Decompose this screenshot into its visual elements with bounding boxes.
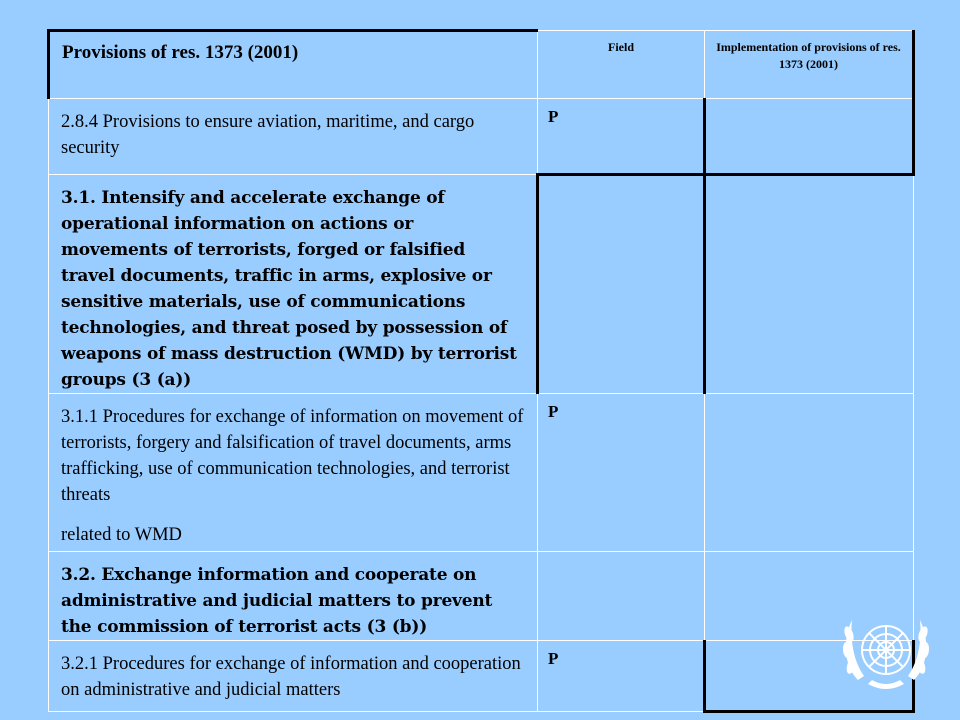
implementation-cell (705, 99, 914, 175)
provision-text-continued: related to WMD (61, 525, 182, 545)
table-row (49, 641, 914, 712)
field-cell: P (538, 641, 705, 712)
implementation-cell (705, 394, 914, 552)
provisions-header: Provisions of res. 1373 (2001) (49, 31, 538, 99)
provision-text: 3.1.1 Procedures for exchange of information on movement of terrorists, forgery and falsification of travel documents, arms trafficking, use of communication technologies, and terrorist threats (61, 407, 524, 505)
field-cell: P (538, 394, 705, 552)
provision-cell: 3.1. Intensify and accelerate exchange of operational information on actions or movements of terrorists, forged or falsified travel documents, traffic in arms, explosive or sensitive materials, use of communications technologies, and threat posed by possession of weapons of mass destruction (WMD) by terrorist groups (3 (a)) (49, 175, 538, 394)
un-emblem-icon (838, 610, 934, 694)
spacer (61, 508, 525, 522)
provision-cell: 3.2. Exchange information and cooperate on administrative and judicial matters to prevent the commission of terrorist acts (3 (b)) (49, 552, 538, 641)
field-cell: P (538, 99, 705, 175)
table-row (49, 99, 914, 175)
provision-cell (49, 394, 538, 552)
table-header-row (49, 31, 914, 99)
table-row (49, 552, 914, 641)
provisions-table (47, 29, 915, 713)
implementation-header: Implementation of provisions of res. 1373 (2001) (705, 31, 914, 99)
field-cell (538, 552, 705, 641)
field-header: Field (538, 31, 705, 99)
table-row (49, 175, 914, 394)
provision-cell: 3.2.1 Procedures for exchange of information and cooperation on administrative and judicial matters (49, 641, 538, 712)
field-cell (538, 175, 705, 394)
provision-cell: 2.8.4 Provisions to ensure aviation, maritime, and cargo security (49, 99, 538, 175)
implementation-cell (705, 175, 914, 394)
table-row (49, 394, 914, 552)
